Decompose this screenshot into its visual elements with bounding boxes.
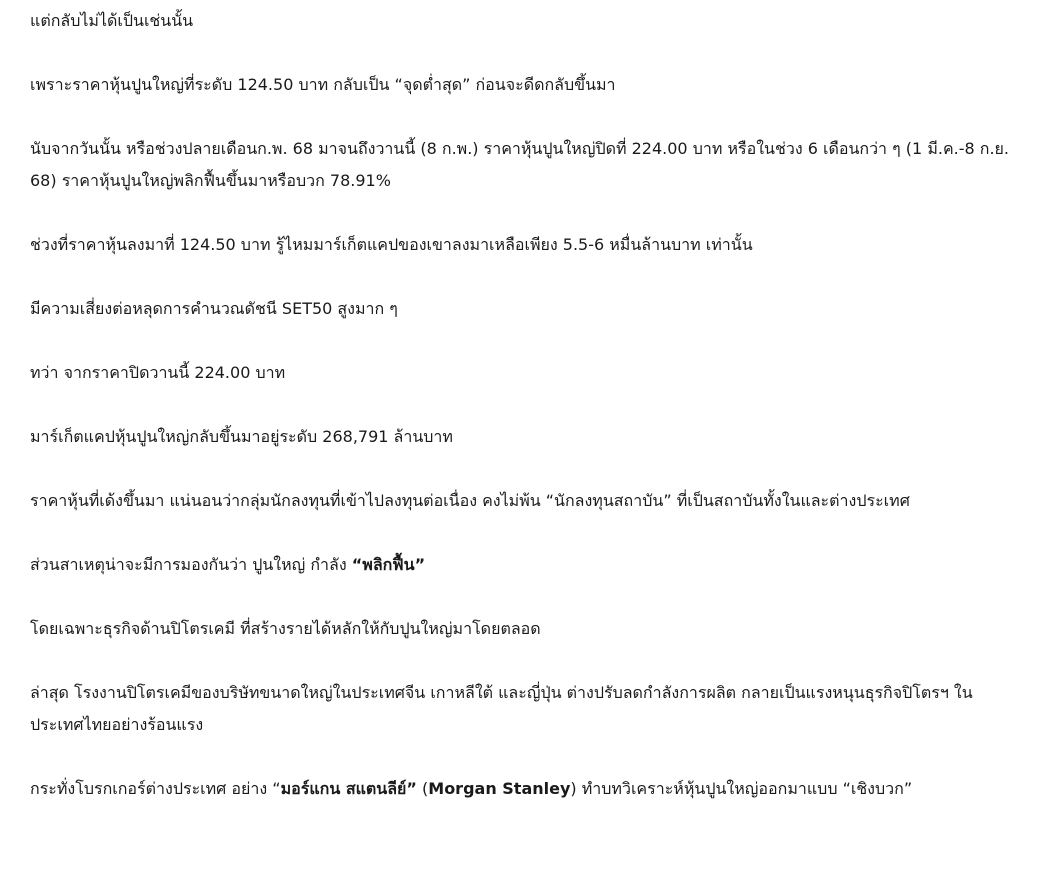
paragraph-7: มาร์เก็ตแคปหุ้นปูนใหญ่กลับขึ้นมาอยู่ระดับ 268,791 ล้านบาท: [30, 427, 453, 446]
article-body: [30, 0, 1020, 837]
paragraph-12-text-end: ) ทำบทวิเคราะห์หุ้นปูนใหญ่ออกมาแบบ “เชิงบวก”: [570, 779, 913, 798]
paragraph-6: ทว่า จากราคาปิดวานนี้ 224.00 บาท: [30, 363, 286, 382]
paragraph-11: ล่าสุด โรงงานปิโตรเคมีของบริษัทขนาดใหญ่ในประเทศจีน เกาหลีใต้ และญี่ปุ่น ต่างปรับลดกำลังการผลิต กลายเป็นแรงหนุนธุรกิจปิโตรฯ ในประเทศไทยอย่างร้อนแรง: [30, 683, 973, 734]
paragraph-1: แต่กลับไม่ได้เป็นเช่นนั้น: [30, 11, 194, 30]
paragraph-9: [30, 549, 1020, 581]
paragraph-4: ช่วงที่ราคาหุ้นลงมาที่ 124.50 บาท รู้ไหมมาร์เก็ตแคปของเขาลงมาเหลือเพียง 5.5-6 หมื่นล้านบาท เท่านั้น: [30, 235, 753, 254]
paragraph-12-emphasis-english: Morgan Stanley: [428, 779, 571, 798]
paragraph-12-emphasis-thai: มอร์แกน สแตนลีย์”: [280, 779, 417, 798]
paragraph-10: โดยเฉพาะธุรกิจด้านปิโตรเคมี ที่สร้างรายได้หลักให้กับปูนใหญ่มาโดยตลอด: [30, 619, 541, 638]
paragraph-9-emphasis: “พลิกฟื้น”: [351, 555, 426, 574]
paragraph-12-text-mid: (: [416, 779, 429, 798]
paragraph-2: เพราะราคาหุ้นปูนใหญ่ที่ระดับ 124.50 บาท กลับเป็น “จุดต่ำสุด” ก่อนจะดีดกลับขึ้นมา: [30, 75, 616, 94]
paragraph-12-text-start: กระทั่งโบรกเกอร์ต่างประเทศ อย่าง “: [30, 779, 281, 798]
paragraph-8: ราคาหุ้นที่เด้งขึ้นมา แน่นอนว่ากลุ่มนักลงทุนที่เข้าไปลงทุนต่อเนื่อง คงไม่พ้น “นักลงทุนสถาบัน” ที่เป็นสถาบันทั้งในและต่างประเทศ: [30, 491, 910, 510]
paragraph-12: [30, 773, 1020, 805]
paragraph-9-text: ส่วนสาเหตุน่าจะมีการมองกันว่า ปูนใหญ่ กำลัง: [30, 555, 352, 574]
paragraph-5: มีความเสี่ยงต่อหลุดการคำนวณดัชนี SET50 สูงมาก ๆ: [30, 299, 398, 318]
paragraph-3: นับจากวันนั้น หรือช่วงปลายเดือนก.พ. 68 มาจนถึงวานนี้ (8 ก.พ.) ราคาหุ้นปูนใหญ่ปิดที่ 224.00 บาท หรือในช่วง 6 เดือนกว่า ๆ (1 มี.ค.-8 ก.ย. 68) ราคาหุ้นปูนใหญ่พลิกฟื้นขึ้นมาหรือบวก 78.91%: [30, 139, 1010, 190]
